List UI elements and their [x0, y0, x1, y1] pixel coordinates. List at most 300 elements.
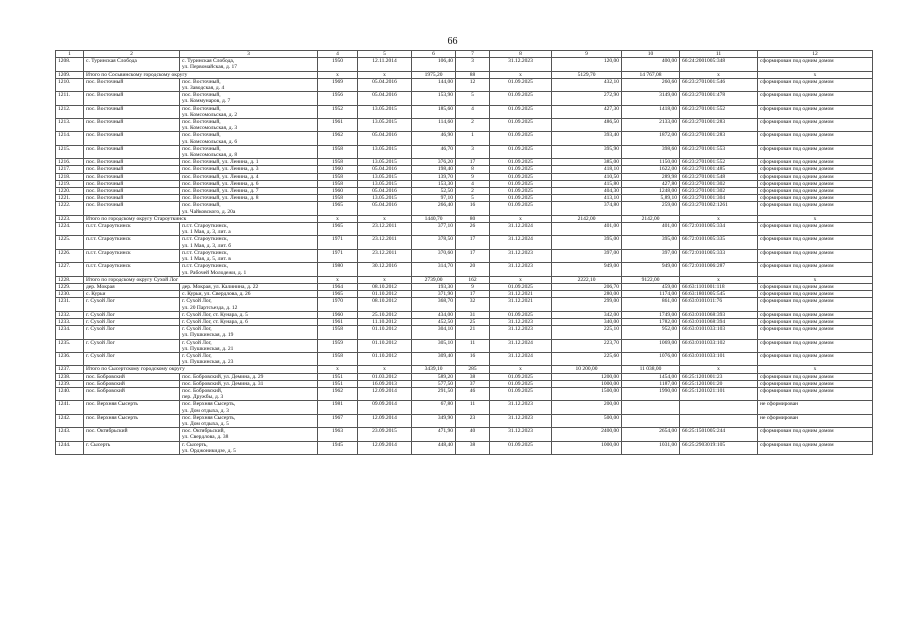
cell	[758, 236, 873, 249]
cell	[180, 387, 318, 400]
cell	[456, 352, 490, 365]
cell-line: 500,00	[603, 414, 619, 421]
cell	[758, 188, 873, 195]
cell-line: 1950	[332, 58, 343, 65]
cell	[552, 263, 622, 276]
cell	[758, 339, 873, 352]
cell-line: 16	[469, 352, 476, 359]
cell-line: 4	[471, 180, 474, 187]
cell	[412, 58, 456, 71]
cell	[180, 195, 318, 202]
cell-line: г. Сухой Лог	[86, 298, 115, 305]
cell-line: 20	[469, 263, 476, 270]
subtotal-row	[56, 215, 873, 222]
cell-line: ул. Пушкинская, д. 23	[182, 359, 234, 366]
cell-line: пос. Верхняя Сысерть,	[182, 401, 236, 408]
cell-line: сформирован под одним домом	[760, 166, 834, 173]
cell: x	[490, 215, 552, 222]
housing-table	[55, 50, 873, 455]
cell: 2739,00	[412, 276, 456, 283]
cell	[456, 188, 490, 195]
cell	[412, 236, 456, 249]
cell-line: 01.09.2025	[508, 145, 533, 152]
cell	[552, 291, 622, 298]
page-number: 66	[447, 36, 458, 47]
cell	[84, 352, 180, 365]
cell	[680, 173, 758, 180]
cell-line: 1219.	[58, 180, 71, 187]
table-header-row	[56, 51, 873, 58]
cell-line: 13.05.2015	[372, 173, 397, 180]
cell	[552, 373, 622, 380]
cell	[622, 291, 680, 298]
cell: x	[758, 215, 873, 222]
cell	[180, 223, 318, 236]
cell	[358, 236, 412, 249]
cell	[622, 180, 680, 187]
cell	[318, 373, 358, 380]
cell-line: 368,70	[437, 298, 453, 305]
cell-line: 225,60	[603, 352, 619, 359]
cell-line: 5,89,10	[660, 195, 677, 202]
cell	[84, 373, 180, 380]
cell-line: пос. Восточный,	[182, 92, 221, 99]
cell-line: 304,10	[437, 326, 453, 333]
cell	[552, 380, 622, 387]
cell	[358, 105, 412, 118]
cell-line: 1069,00	[659, 339, 677, 346]
cell-line: 13.05.2015	[372, 159, 397, 166]
cell	[358, 223, 412, 236]
cell	[412, 78, 456, 91]
cell	[490, 145, 552, 158]
cell-line: 486,50	[603, 119, 619, 126]
cell	[84, 58, 180, 71]
cell	[552, 202, 622, 215]
cell-line: 5	[471, 92, 474, 99]
cell	[680, 132, 758, 145]
cell-line: 861,00	[661, 298, 677, 305]
cell-line: 1958	[332, 173, 343, 180]
cell	[456, 311, 490, 318]
cell-line: 2400,00	[601, 428, 619, 435]
table-row	[56, 414, 873, 427]
cell	[552, 387, 622, 400]
cell-line: 1215.	[58, 145, 71, 152]
cell-line: 395,00	[661, 236, 677, 243]
cell	[552, 166, 622, 173]
cell: 88	[456, 71, 490, 78]
cell	[180, 441, 318, 454]
cell	[456, 339, 490, 352]
cell: x	[490, 71, 552, 78]
cell	[358, 180, 412, 187]
column-header: 1	[56, 51, 84, 58]
cell	[456, 58, 490, 71]
cell	[622, 339, 680, 352]
cell	[622, 352, 680, 365]
cell	[84, 236, 180, 249]
cell-line: 31.12.2024	[508, 339, 533, 346]
cell	[412, 373, 456, 380]
cell-line: 459,00	[661, 283, 677, 290]
column-header: 7	[456, 51, 490, 58]
cell	[358, 311, 412, 318]
cell	[412, 166, 456, 173]
cell-line: сформирован под одним домом	[760, 223, 834, 230]
cell	[552, 223, 622, 236]
cell-line: 1967	[332, 414, 343, 421]
cell-line: 01.03.2012	[372, 373, 397, 380]
cell-line: 340,00	[603, 318, 619, 325]
cell	[56, 78, 84, 91]
cell-line: 206,70	[603, 283, 619, 290]
cell-line: 12.09.2014	[372, 441, 397, 448]
cell	[622, 78, 680, 91]
cell-line: 404,30	[603, 188, 619, 195]
cell	[358, 291, 412, 298]
cell	[412, 223, 456, 236]
cell	[318, 283, 358, 290]
cell	[758, 195, 873, 202]
cell-line: 3	[471, 58, 474, 65]
cell	[758, 249, 873, 262]
cell	[680, 298, 758, 311]
cell	[758, 387, 873, 400]
cell-line: 13.05.2015	[372, 195, 397, 202]
cell-line: 1962	[332, 132, 343, 139]
cell-line: 01.09.2025	[508, 387, 533, 394]
cell-line: 01.09.2025	[508, 105, 533, 112]
cell-line: 37	[469, 380, 476, 387]
cell-line: 299,00	[603, 298, 619, 305]
cell	[412, 380, 456, 387]
cell	[358, 428, 412, 441]
cell-line: ул. Рабочей Молодежи, д. 1	[182, 269, 247, 276]
cell	[56, 352, 84, 365]
cell-line: 395,90	[603, 145, 619, 152]
cell	[552, 132, 622, 145]
cell-line: пос. Восточный,	[182, 145, 221, 152]
cell-line: ул. 1 Мая, д. 5, лит. в	[182, 256, 231, 263]
cell	[456, 428, 490, 441]
cell-line: 1945	[332, 441, 343, 448]
cell-line: 23.12.2011	[372, 223, 397, 230]
cell-line: 9	[471, 173, 474, 180]
cell-line: 1958	[332, 145, 343, 152]
cell	[758, 105, 873, 118]
cell	[358, 249, 412, 262]
cell-line: 9	[471, 283, 474, 290]
cell	[318, 291, 358, 298]
cell	[56, 188, 84, 195]
cell-line: 1226.	[58, 249, 71, 256]
cell-line: пос. Восточный	[86, 180, 124, 187]
cell-line: 471,90	[437, 428, 453, 435]
cell-line: 200,00	[603, 401, 619, 408]
cell: x	[358, 215, 412, 222]
cell	[622, 223, 680, 236]
cell-line: 25	[469, 318, 476, 325]
cell	[358, 352, 412, 365]
cell	[490, 441, 552, 454]
cell-line: 1961	[332, 119, 343, 126]
cell	[412, 311, 456, 318]
cell-line: сформирован под одним домом	[760, 132, 834, 139]
cell-line: 25.10.2012	[372, 311, 397, 318]
cell	[412, 441, 456, 454]
cell-line: пос. Восточный,	[182, 132, 221, 139]
row-number: 1209.	[56, 71, 84, 78]
table-row	[56, 298, 873, 311]
cell-line: ул. Коммунаров, д. 7	[182, 98, 231, 105]
cell: x	[680, 276, 758, 283]
cell-line: 66:23:2701001:548	[682, 173, 726, 180]
cell	[180, 339, 318, 352]
cell-line: 1238.	[58, 373, 71, 380]
cell	[358, 188, 412, 195]
cell-line: г. Сухой Лог,	[182, 298, 212, 305]
cell	[490, 223, 552, 236]
cell-line: 1500,00	[601, 387, 619, 394]
cell	[490, 339, 552, 352]
cell-line: 1958	[332, 352, 343, 359]
cell	[180, 105, 318, 118]
cell	[456, 195, 490, 202]
cell-line: 17	[469, 291, 476, 298]
cell	[622, 145, 680, 158]
cell	[758, 380, 873, 387]
cell	[456, 249, 490, 262]
cell-line: 1150,00	[659, 159, 677, 166]
cell	[552, 339, 622, 352]
cell	[758, 401, 873, 414]
cell-line: 1233.	[58, 318, 71, 325]
cell	[758, 166, 873, 173]
cell	[490, 92, 552, 105]
cell-line: 397,00	[661, 249, 677, 256]
cell	[180, 58, 318, 71]
cell-line: 1958	[332, 326, 343, 333]
cell-line: 8	[471, 166, 474, 173]
cell	[680, 105, 758, 118]
cell	[490, 188, 552, 195]
table-row	[56, 318, 873, 325]
cell-line: ул. Заводская, д. 4	[182, 85, 225, 92]
column-header: 9	[552, 51, 622, 58]
cell	[490, 283, 552, 290]
cell: x	[318, 71, 358, 78]
cell	[412, 173, 456, 180]
cell	[412, 326, 456, 339]
cell	[680, 159, 758, 166]
cell	[412, 249, 456, 262]
cell	[490, 132, 552, 145]
cell-line: 1220.	[58, 188, 71, 195]
cell-line: 1200,00	[601, 373, 619, 380]
cell	[318, 236, 358, 249]
cell-line: 225,10	[603, 326, 619, 333]
cell-line: 01.09.2025	[508, 202, 533, 209]
cell	[180, 311, 318, 318]
cell	[552, 159, 622, 166]
cell-line: с. Туринская Слобода,	[182, 58, 235, 65]
cell	[680, 380, 758, 387]
cell	[412, 387, 456, 400]
cell-line: 1187,00	[659, 380, 677, 387]
cell	[412, 92, 456, 105]
cell	[180, 401, 318, 414]
cell	[622, 58, 680, 71]
cell-line: 01.09.2025	[508, 159, 533, 166]
cell: x	[758, 276, 873, 283]
cell	[552, 311, 622, 318]
cell	[456, 326, 490, 339]
cell-line: 198,40	[437, 166, 453, 173]
cell-line: пос. Октябрьский,	[182, 428, 225, 435]
cell	[680, 188, 758, 195]
cell-line: 1243.	[58, 428, 71, 435]
cell-line: г. Сухой Лог,	[182, 339, 212, 346]
cell	[318, 326, 358, 339]
cell	[456, 119, 490, 132]
cell	[180, 352, 318, 365]
cell-line: 31.12.2023	[508, 414, 533, 421]
cell-line: пос. Восточный	[86, 188, 124, 195]
cell-line: г. Сухой Лог, ст. Кунара, д. 5	[182, 311, 248, 318]
cell-line: 1965	[332, 291, 343, 298]
cell-line: 1418,00	[659, 105, 677, 112]
cell-line: 401,00	[661, 223, 677, 230]
cell-line: 40	[469, 428, 476, 435]
cell	[56, 202, 84, 215]
column-header: 11	[680, 51, 758, 58]
cell-line: 1971	[332, 249, 343, 256]
cell-line: 1232.	[58, 311, 71, 318]
cell	[180, 380, 318, 387]
cell: 11 038,00	[622, 366, 680, 373]
cell-line: сформирован под одним домом	[760, 387, 834, 394]
cell: 162	[456, 276, 490, 283]
cell: x	[318, 276, 358, 283]
cell	[358, 373, 412, 380]
cell	[318, 249, 358, 262]
cell-line: 31.12.2024	[508, 236, 533, 243]
cell	[84, 249, 180, 262]
cell	[456, 414, 490, 427]
cell-line: 377,10	[437, 223, 453, 230]
cell	[622, 166, 680, 173]
cell-line: пос. Восточный, ул. Ленина, д. 8	[182, 195, 259, 202]
cell	[180, 132, 318, 145]
cell-line: 1216.	[58, 159, 71, 166]
cell-line: 05.04.2016	[372, 92, 397, 99]
cell	[56, 291, 84, 298]
cell	[680, 249, 758, 262]
cell-line: 1952	[332, 105, 343, 112]
cell-line: 66:63:0101068:393	[682, 311, 726, 318]
cell-line: сформирован под одним домом	[760, 326, 834, 333]
cell-line: 23.12.2011	[372, 236, 397, 243]
cell	[358, 339, 412, 352]
cell-line: 418,10	[603, 166, 619, 173]
cell-line: 260,60	[661, 78, 677, 85]
cell: 2142,00	[622, 215, 680, 222]
cell-line: 31.12.2023	[508, 263, 533, 270]
cell	[318, 441, 358, 454]
cell-line: ул. Свердлова, д. 38	[182, 434, 229, 441]
cell	[358, 326, 412, 339]
cell	[680, 401, 758, 414]
cell	[56, 92, 84, 105]
cell	[318, 159, 358, 166]
cell	[358, 401, 412, 414]
cell	[84, 380, 180, 387]
cell-line: не сформирован	[760, 414, 799, 421]
cell	[680, 441, 758, 454]
cell	[180, 173, 318, 180]
cell-line: 1235.	[58, 339, 71, 346]
cell	[552, 414, 622, 427]
cell	[412, 318, 456, 325]
cell	[180, 92, 318, 105]
table-row	[56, 132, 873, 145]
cell-line: 1211.	[58, 92, 71, 99]
cell	[552, 352, 622, 365]
cell	[56, 441, 84, 454]
cell: 1440,70	[412, 215, 456, 222]
cell-line: 01.09.2025	[508, 173, 533, 180]
cell-line: п.г.т. Староуткинск	[86, 236, 131, 243]
cell-line: 1221.	[58, 195, 71, 202]
cell	[490, 311, 552, 318]
cell	[552, 283, 622, 290]
cell	[318, 380, 358, 387]
cell	[456, 223, 490, 236]
cell	[412, 428, 456, 441]
cell-line: 46,70	[440, 145, 453, 152]
cell	[180, 159, 318, 166]
cell-line: 153,30	[437, 180, 453, 187]
cell-line: 314,70	[437, 263, 453, 270]
cell-line: г. Сухой Лог,	[182, 352, 212, 359]
cell: x	[318, 215, 358, 222]
table-row	[56, 173, 873, 180]
cell	[758, 180, 873, 187]
cell-line: пос. Бобровский	[86, 373, 125, 380]
cell	[622, 195, 680, 202]
cell-line: 31.12.2023	[508, 326, 533, 333]
table-row	[56, 159, 873, 166]
cell	[456, 283, 490, 290]
cell-line: сформирован под одним домом	[760, 291, 834, 298]
cell	[490, 249, 552, 262]
cell-line: пос. Бобровский,	[182, 387, 223, 394]
cell-line: ул. Комсомольская, д. 3	[182, 125, 238, 132]
cell	[318, 387, 358, 400]
cell-line: п.г.т. Староуткинск,	[182, 223, 229, 230]
cell-line: г. Сысерть	[86, 441, 111, 448]
cell-line: 410,50	[603, 173, 619, 180]
subtotal-label: Итого по городскому округу Сухой Лог	[84, 276, 318, 283]
cell-line: 1231.	[58, 298, 71, 305]
cell-line: сформирован под одним домом	[760, 78, 834, 85]
cell	[456, 298, 490, 311]
cell-line: 1872,00	[659, 132, 677, 139]
cell	[622, 105, 680, 118]
cell	[358, 58, 412, 71]
cell	[318, 78, 358, 91]
